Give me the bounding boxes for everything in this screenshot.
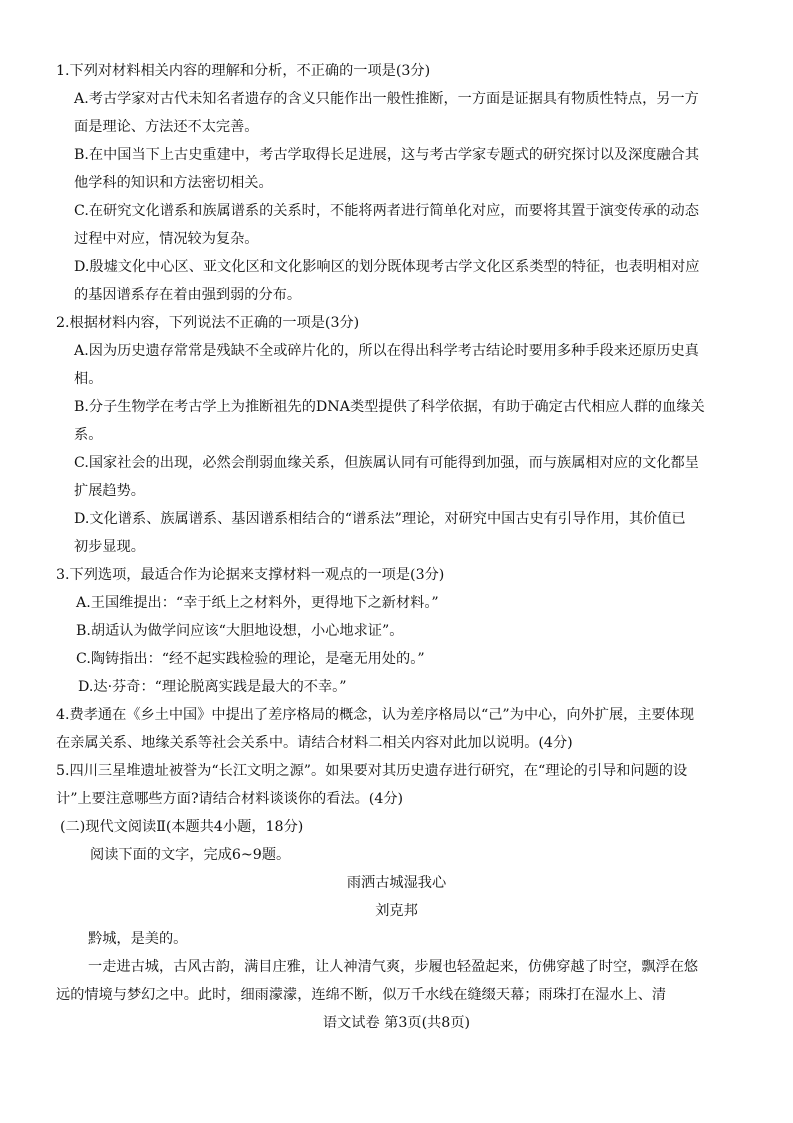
q2-option-c: C.国家社会的出现，必然会削弱血缘关系，但族属认同有可能得到加强，而与族属相对应的文化都呈 — [74, 455, 699, 471]
q3-option-a: A.王国维提出：“幸于纸上之材料外，更得地下之新材料。” — [76, 595, 439, 611]
q2-option-d-cont: 初步显现。 — [74, 539, 145, 555]
q3-option-b: B.胡适认为做学问应该“大胆地设想，小心地求证”。 — [76, 623, 404, 639]
q2-option-d: D.文化谱系、族属谱系、基因谱系相结合的“谱系法”理论，对研究中国古史有引导作用，其价值已 — [74, 511, 686, 527]
q1-option-a: A.考古学家对古代未知名者遗存的含义只能作出一般性推断，一方面是证据具有物质性特点，另一方 — [74, 91, 699, 107]
q3-stem: 3.下列选项，最适合作为论据来支撑材料一观点的一项是(3分) — [56, 567, 445, 583]
q2-option-c-cont: 扩展趋势。 — [74, 483, 145, 499]
q1-stem: 1.下列对材料相关内容的理解和分析，不正确的一项是(3分) — [56, 63, 431, 79]
q5-line-2: 计”上要注意哪些方面?请结合材料谈谈你的看法。(4分) — [56, 791, 404, 807]
q2-option-a: A.因为历史遗存常常是残缺不全或碎片化的，所以在得出科学考古结论时要用多种手段来还原历史真 — [74, 343, 699, 359]
article-title: 雨洒古城湿我心 — [346, 875, 447, 891]
q1-option-d-cont: 的基因谱系存在着由强到弱的分布。 — [74, 287, 302, 303]
article-paragraph-2: 一走进古城，古风古韵，满目庄雅，让人神清气爽，步履也轻盈起来，仿佛穿越了时空，飘浮在悠 — [88, 959, 699, 975]
q2-option-a-cont: 相。 — [74, 371, 103, 387]
q3-option-d: D.达·芬奇：“理论脱离实践是最大的不幸。” — [78, 679, 347, 695]
q4-line-2: 在亲属关系、地缘关系等社会关系中。请结合材料二相关内容对此加以说明。(4分) — [56, 735, 573, 751]
q1-option-d: D.殷墟文化中心区、亚文化区和文化影响区的划分既体现考古学文化区系类型的特征，也表明相对应 — [74, 259, 700, 275]
q2-option-b-cont: 系。 — [74, 427, 103, 443]
page-footer: 语文试卷 第3页(共8页) — [322, 1015, 471, 1031]
q1-option-c-cont: 过程中对应，情况较为复杂。 — [74, 231, 259, 247]
q1-option-a-cont: 面是理论、方法还不太完善。 — [74, 119, 259, 135]
q3-option-c: C.陶铸指出：“经不起实践检验的理论，是毫无用处的。” — [76, 651, 425, 667]
section-instruction: 阅读下面的文字，完成6~9题。 — [90, 847, 291, 863]
article-author: 刘克邦 — [375, 903, 418, 919]
q1-option-c: C.在研究文化谱系和族属谱系的关系时，不能将两者进行简单化对应，而要将其置于演变传承的动态 — [74, 203, 699, 219]
q2-stem: 2.根据材料内容，下列说法不正确的一项是(3分) — [56, 315, 360, 331]
q2-option-b: B.分子生物学在考古学上为推断祖先的DNA类型提供了科学依据，有助于确定古代相应人群的血缘关 — [74, 399, 705, 415]
article-paragraph-1: 黔城，是美的。 — [88, 931, 188, 947]
q1-option-b: B.在中国当下上古史重建中，考古学取得长足进展，这与考古学家专题式的研究探讨以及深度融合其 — [74, 147, 700, 163]
q4-line-1: 4.费孝通在《乡土中国》中提出了差序格局的概念，认为差序格局以“己”为中心，向外扩展，主要体现 — [56, 707, 695, 723]
article-paragraph-2-cont: 远的情境与梦幻之中。此时，细雨濛濛，连绵不断，似万千水线在缝缀天幕；雨珠打在湿水上、清 — [56, 987, 667, 1003]
q5-line-1: 5.四川三星堆遗址被誉为“长江文明之源”。如果要对其历史遗存进行研究，在“理论的引导和问题的设 — [56, 763, 688, 779]
q1-option-b-cont: 他学科的知识和方法密切相关。 — [74, 175, 273, 191]
section-heading: (二)现代文阅读Ⅱ(本题共4小题，18分) — [60, 819, 304, 835]
